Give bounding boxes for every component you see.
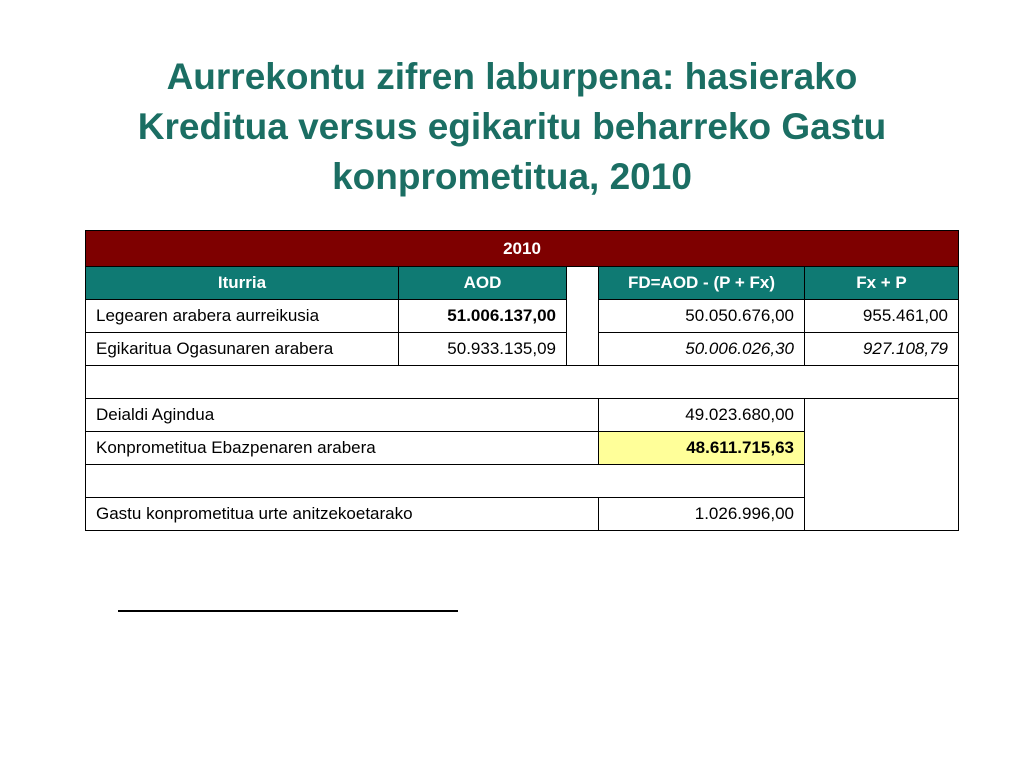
table-row — [86, 300, 959, 333]
table-row — [86, 333, 959, 366]
row-label: Legearen arabera aurreikusia — [86, 300, 399, 333]
row-fd-value: 50.050.676,00 — [599, 300, 805, 333]
column-gap — [567, 333, 599, 366]
row-fxp-value: 927.108,79 — [805, 333, 959, 366]
highlighted-value: 48.611.715,63 — [599, 432, 805, 465]
row-aod-value: 50.933.135,09 — [399, 333, 567, 366]
lower-row-label: Gastu konprometitua urte anitzekoetarako — [86, 498, 599, 531]
column-header-fxp: Fx + P — [805, 267, 959, 300]
lower-row-label: Konprometitua Ebazpenaren arabera — [86, 432, 599, 465]
table-row — [86, 399, 959, 432]
row-aod-value: 51.006.137,00 — [399, 300, 567, 333]
year-header-row — [86, 231, 959, 267]
spacer-cell — [86, 465, 805, 498]
lower-row-value: 49.023.680,00 — [599, 399, 805, 432]
budget-summary-table — [85, 230, 959, 531]
divider-line — [118, 610, 458, 612]
spacer-row — [86, 366, 959, 399]
title-line-3: konprometitua, 2010 — [332, 156, 692, 197]
spacer-cell — [86, 366, 959, 399]
row-fd-value: 50.006.026,30 — [599, 333, 805, 366]
column-header-fd: FD=AOD - (P + Fx) — [599, 267, 805, 300]
page-title — [40, 52, 984, 202]
title-line-2: Kreditua versus egikaritu beharreko Gastu — [137, 106, 887, 147]
column-gap — [567, 267, 599, 300]
empty-side-cell — [805, 399, 959, 531]
column-header-source: Iturria — [86, 267, 399, 300]
column-header-aod: AOD — [399, 267, 567, 300]
year-header: 2010 — [86, 231, 959, 267]
lower-row-value: 1.026.996,00 — [599, 498, 805, 531]
lower-row-label: Deialdi Agindua — [86, 399, 599, 432]
column-header-row — [86, 267, 959, 300]
row-label: Egikaritua Ogasunaren arabera — [86, 333, 399, 366]
title-line-1: Aurrekontu zifren laburpena: hasierako — [166, 56, 858, 97]
row-fxp-value: 955.461,00 — [805, 300, 959, 333]
column-gap — [567, 300, 599, 333]
